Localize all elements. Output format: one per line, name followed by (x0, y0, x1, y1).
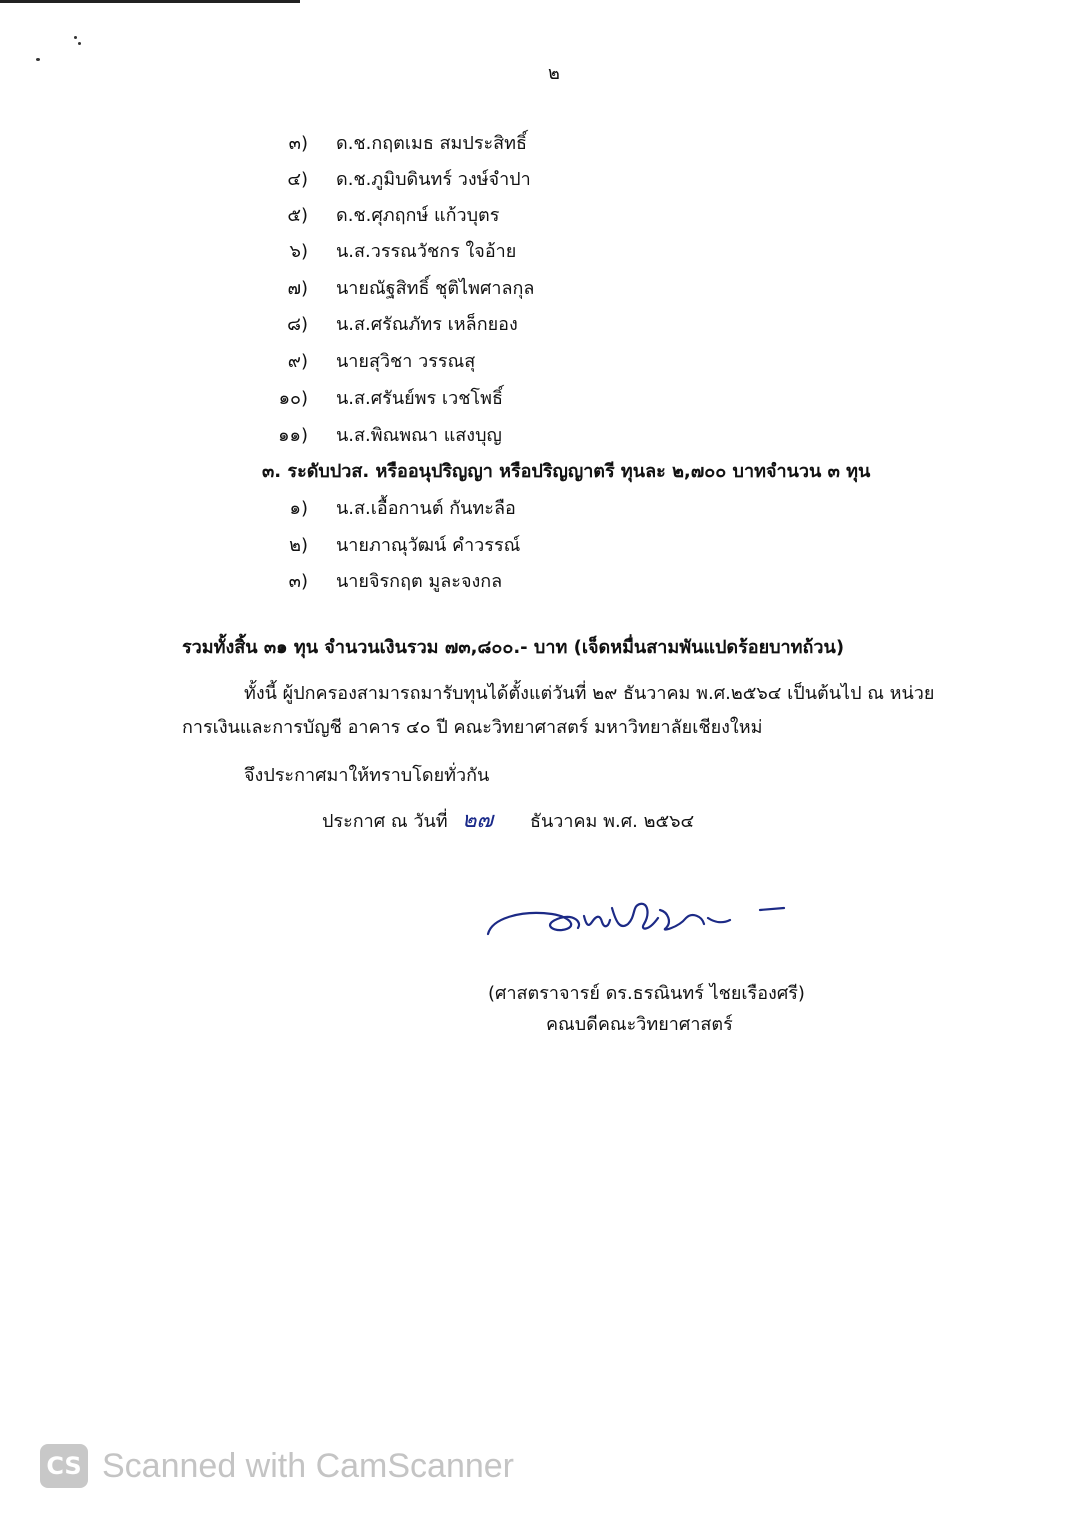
page-number: ๒ (548, 63, 560, 84)
camscanner-watermark (40, 1440, 514, 1492)
signer-name: (ศาสตราจารย์ ดร.ธรณินทร์ ไชยเรืองศรี) (488, 983, 805, 1004)
total-summary: รวมทั้งสิ้น ๓๑ ทุน จำนวนเงินรวม ๗๓,๘๐๐.- บาท (เจ็ดหมื่นสามพันแปดร้อยบาทถ้วน) (182, 637, 845, 658)
pickup-paragraph-line1: ทั้งนี้ ผู้ปกครองสามารถมารับทุนได้ตั้งแต่วันที่ ๒๙ ธันวาคม พ.ศ.๒๕๖๔ เป็นต้นไป ณ หน่วย (244, 683, 935, 704)
signer-title: คณบดีคณะวิทยาศาสตร์ (546, 1014, 733, 1035)
scan-speck (78, 42, 81, 45)
pickup-paragraph-line2: การเงินและการบัญชี อาคาร ๔๐ ปี คณะวิทยาศาสตร์ มหาวิทยาลัยเชียงใหม่ (182, 717, 763, 738)
announce-date-prefix: ประกาศ ณ วันที่ (322, 811, 448, 832)
scan-speck (74, 36, 77, 39)
signature-image (482, 888, 802, 948)
announce-date-suffix: ธันวาคม พ.ศ. ๒๕๖๔ (530, 811, 695, 832)
watermark-text: Scanned with CamScanner (102, 1446, 515, 1485)
scan-edge-line (0, 0, 300, 3)
camscanner-logo-icon: CS (40, 1444, 88, 1488)
handwritten-day: ๒๗ (462, 808, 494, 833)
announcement-statement: จึงประกาศมาให้ทราบโดยทั่วกัน (244, 765, 490, 786)
section3-heading: ๓. ระดับปวส. หรืออนุปริญญา หรือปริญญาตรี ทุนละ ๒,๗๐๐ บาทจำนวน ๓ ทุน (262, 461, 871, 482)
scan-speck (36, 58, 40, 61)
